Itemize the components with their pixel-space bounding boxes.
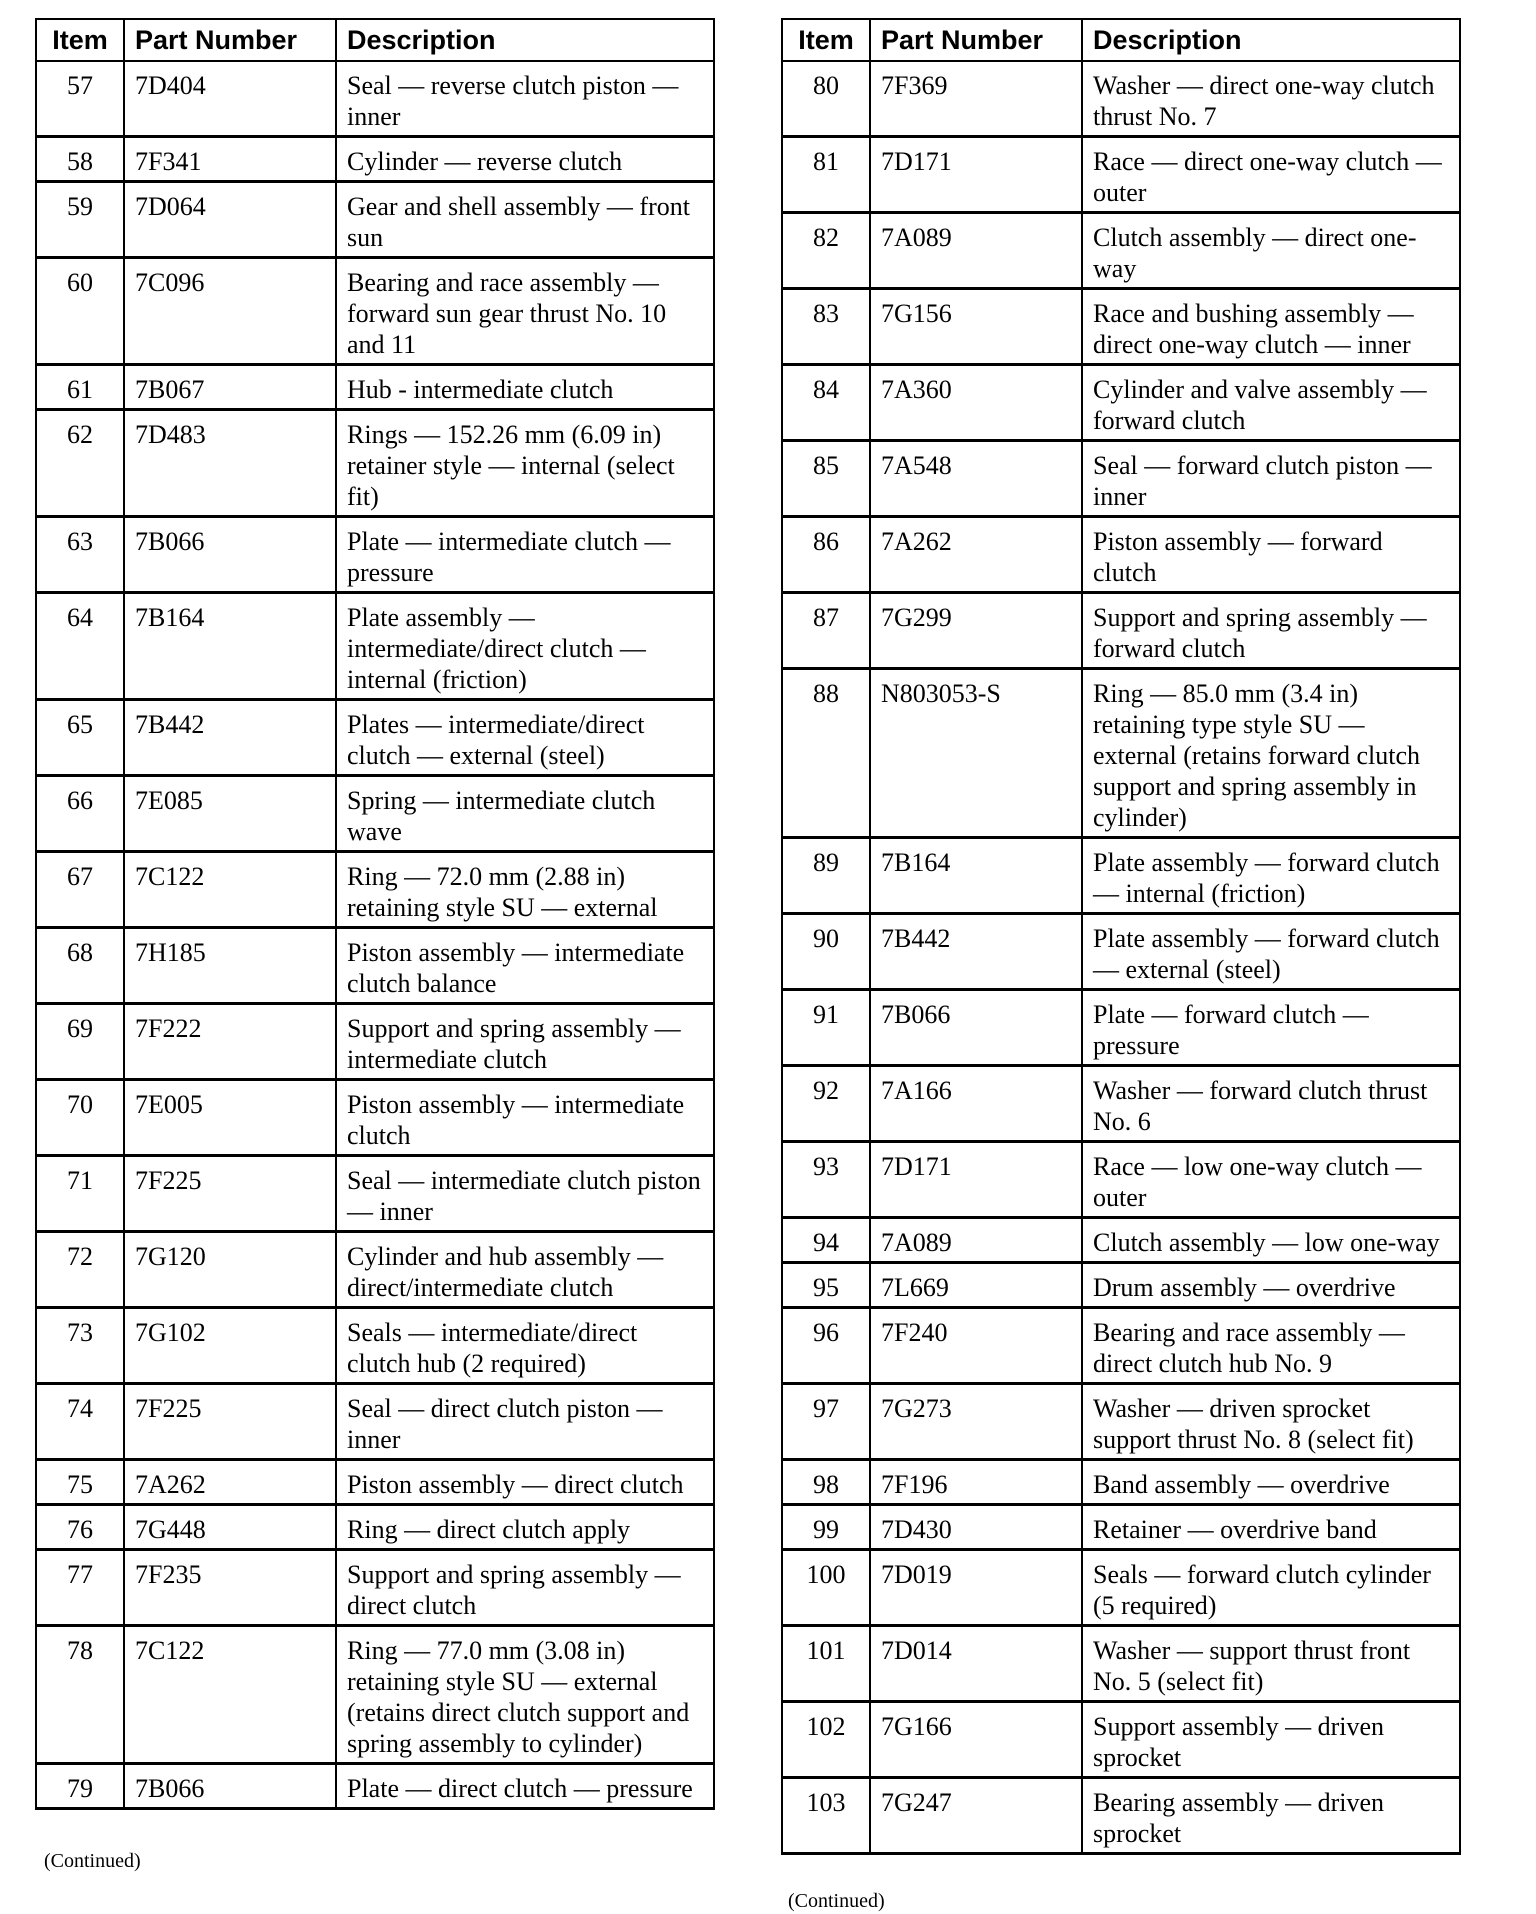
item-cell: 96: [782, 1308, 870, 1384]
description-cell: Seal — forward clutch piston — inner: [1082, 441, 1460, 517]
item-cell: 65: [36, 700, 124, 776]
table-row: [36, 1308, 714, 1384]
part-number-cell: 7F369: [870, 61, 1082, 137]
part-number-cell: 7C122: [124, 852, 336, 928]
item-cell: 71: [36, 1156, 124, 1232]
table-row: [36, 1626, 714, 1764]
table-row: [782, 1066, 1460, 1142]
description-cell: Race — direct one-way clutch — outer: [1082, 137, 1460, 213]
description-cell: Race and bushing assembly — direct one-way clutch — inner: [1082, 289, 1460, 365]
table-row: [782, 1505, 1460, 1550]
table-row: [36, 137, 714, 182]
part-number-cell: 7B066: [124, 1764, 336, 1809]
table-row: [36, 776, 714, 852]
item-cell: 73: [36, 1308, 124, 1384]
table-row: [782, 1263, 1460, 1308]
item-cell: 57: [36, 61, 124, 137]
parts-table-left: [35, 18, 715, 1810]
description-cell: Ring — direct clutch apply: [336, 1505, 714, 1550]
item-cell: 98: [782, 1460, 870, 1505]
table-row: [782, 838, 1460, 914]
item-cell: 91: [782, 990, 870, 1066]
item-cell: 81: [782, 137, 870, 213]
part-number-cell: 7F235: [124, 1550, 336, 1626]
continued-note-left: (Continued): [44, 1850, 141, 1872]
item-cell: 100: [782, 1550, 870, 1626]
item-cell: 102: [782, 1702, 870, 1778]
table-row: [36, 410, 714, 517]
description-cell: Cylinder and valve assembly — forward clutch: [1082, 365, 1460, 441]
part-number-cell: 7G156: [870, 289, 1082, 365]
description-cell: Ring — 85.0 mm (3.4 in) retaining type style SU — external (retains forward clutch support and spring assembly in cylinder): [1082, 669, 1460, 838]
description-cell: Washer — support thrust front No. 5 (select fit): [1082, 1626, 1460, 1702]
description-cell: Piston assembly — direct clutch: [336, 1460, 714, 1505]
part-number-cell: 7C096: [124, 258, 336, 365]
description-cell: Band assembly — overdrive: [1082, 1460, 1460, 1505]
table-row: [36, 700, 714, 776]
item-cell: 76: [36, 1505, 124, 1550]
description-cell: Hub - intermediate clutch: [336, 365, 714, 410]
part-number-cell: 7D171: [870, 1142, 1082, 1218]
description-cell: Seal — intermediate clutch piston — inner: [336, 1156, 714, 1232]
table-row: [782, 365, 1460, 441]
description-cell: Piston assembly — forward clutch: [1082, 517, 1460, 593]
part-number-cell: 7G448: [124, 1505, 336, 1550]
part-number-cell: 7B442: [124, 700, 336, 776]
part-number-cell: 7B164: [870, 838, 1082, 914]
item-cell: 68: [36, 928, 124, 1004]
part-number-cell: 7E005: [124, 1080, 336, 1156]
table-row: [782, 1550, 1460, 1626]
table-row: [782, 441, 1460, 517]
part-number-cell: 7B164: [124, 593, 336, 700]
part-number-cell: 7D171: [870, 137, 1082, 213]
table-row: [36, 1505, 714, 1550]
part-number-cell: 7F222: [124, 1004, 336, 1080]
description-cell: Plate — direct clutch — pressure: [336, 1764, 714, 1809]
table-row: [782, 1308, 1460, 1384]
part-number-cell: 7B442: [870, 914, 1082, 990]
part-number-cell: 7D014: [870, 1626, 1082, 1702]
item-cell: 63: [36, 517, 124, 593]
parts-table-left-body: [36, 61, 714, 1809]
description-cell: Plates — intermediate/direct clutch — external (steel): [336, 700, 714, 776]
part-number-cell: 7G166: [870, 1702, 1082, 1778]
part-number-cell: 7F225: [124, 1384, 336, 1460]
table-row: [782, 1142, 1460, 1218]
table-row: [36, 1080, 714, 1156]
table-row: [36, 928, 714, 1004]
description-cell: Plate assembly — intermediate/direct clutch — internal (friction): [336, 593, 714, 700]
description-cell: Plate — intermediate clutch — pressure: [336, 517, 714, 593]
table-row: [36, 61, 714, 137]
item-cell: 62: [36, 410, 124, 517]
part-number-cell: 7B066: [870, 990, 1082, 1066]
item-cell: 92: [782, 1066, 870, 1142]
item-cell: 82: [782, 213, 870, 289]
description-cell: Retainer — overdrive band: [1082, 1505, 1460, 1550]
item-cell: 67: [36, 852, 124, 928]
description-cell: Bearing and race assembly — direct clutch hub No. 9: [1082, 1308, 1460, 1384]
table-row: [782, 669, 1460, 838]
item-cell: 60: [36, 258, 124, 365]
item-cell: 89: [782, 838, 870, 914]
item-cell: 78: [36, 1626, 124, 1764]
part-number-cell: 7A548: [870, 441, 1082, 517]
description-cell: Seals — forward clutch cylinder (5 required): [1082, 1550, 1460, 1626]
header-row: [782, 19, 1460, 61]
description-cell: Ring — 72.0 mm (2.88 in) retaining style SU — external: [336, 852, 714, 928]
part-number-cell: 7F240: [870, 1308, 1082, 1384]
table-row: [36, 1460, 714, 1505]
table-row: [36, 182, 714, 258]
part-number-cell: 7E085: [124, 776, 336, 852]
table-row: [36, 517, 714, 593]
table-row: [36, 1156, 714, 1232]
item-cell: 64: [36, 593, 124, 700]
header-item: Item: [36, 19, 124, 61]
parts-table-right-body: [782, 61, 1460, 1854]
item-cell: 58: [36, 137, 124, 182]
item-cell: 72: [36, 1232, 124, 1308]
item-cell: 59: [36, 182, 124, 258]
description-cell: Gear and shell assembly — front sun: [336, 182, 714, 258]
item-cell: 95: [782, 1263, 870, 1308]
table-row: [36, 258, 714, 365]
description-cell: Washer — forward clutch thrust No. 6: [1082, 1066, 1460, 1142]
table-row: [782, 1702, 1460, 1778]
table-row: [782, 990, 1460, 1066]
item-cell: 97: [782, 1384, 870, 1460]
description-cell: Cylinder — reverse clutch: [336, 137, 714, 182]
table-row: [36, 1004, 714, 1080]
description-cell: Support and spring assembly — intermediate clutch: [336, 1004, 714, 1080]
description-cell: Race — low one-way clutch — outer: [1082, 1142, 1460, 1218]
item-cell: 86: [782, 517, 870, 593]
table-row: [36, 593, 714, 700]
part-number-cell: 7A089: [870, 213, 1082, 289]
description-cell: Support and spring assembly — forward clutch: [1082, 593, 1460, 669]
description-cell: Piston assembly — intermediate clutch balance: [336, 928, 714, 1004]
item-cell: 101: [782, 1626, 870, 1702]
item-cell: 84: [782, 365, 870, 441]
description-cell: Washer — driven sprocket support thrust No. 8 (select fit): [1082, 1384, 1460, 1460]
table-row: [36, 852, 714, 928]
item-cell: 103: [782, 1778, 870, 1854]
table-row: [782, 137, 1460, 213]
description-cell: Support and spring assembly — direct clutch: [336, 1550, 714, 1626]
table-row: [782, 914, 1460, 990]
part-number-cell: 7L669: [870, 1263, 1082, 1308]
item-cell: 74: [36, 1384, 124, 1460]
table-row: [36, 365, 714, 410]
description-cell: Piston assembly — intermediate clutch: [336, 1080, 714, 1156]
part-number-cell: N803053-S: [870, 669, 1082, 838]
header-part-number: Part Number: [870, 19, 1082, 61]
header-item: Item: [782, 19, 870, 61]
part-number-cell: 7F341: [124, 137, 336, 182]
part-number-cell: 7G247: [870, 1778, 1082, 1854]
table-row: [36, 1384, 714, 1460]
part-number-cell: 7B067: [124, 365, 336, 410]
part-number-cell: 7D483: [124, 410, 336, 517]
description-cell: Drum assembly — overdrive: [1082, 1263, 1460, 1308]
table-row: [36, 1764, 714, 1809]
header-row: [36, 19, 714, 61]
item-cell: 70: [36, 1080, 124, 1156]
description-cell: Spring — intermediate clutch wave: [336, 776, 714, 852]
table-row: [782, 593, 1460, 669]
item-cell: 61: [36, 365, 124, 410]
item-cell: 79: [36, 1764, 124, 1809]
part-number-cell: 7G102: [124, 1308, 336, 1384]
part-number-cell: 7D019: [870, 1550, 1082, 1626]
part-number-cell: 7G299: [870, 593, 1082, 669]
description-cell: Washer — direct one-way clutch thrust No. 7: [1082, 61, 1460, 137]
item-cell: 69: [36, 1004, 124, 1080]
description-cell: Plate assembly — forward clutch — internal (friction): [1082, 838, 1460, 914]
description-cell: Seal — reverse clutch piston — inner: [336, 61, 714, 137]
part-number-cell: 7F196: [870, 1460, 1082, 1505]
part-number-cell: 7A360: [870, 365, 1082, 441]
parts-table-right: [781, 18, 1461, 1855]
description-cell: Bearing and race assembly — forward sun gear thrust No. 10 and 11: [336, 258, 714, 365]
table-row: [782, 1460, 1460, 1505]
continued-note-right: (Continued): [788, 1890, 885, 1912]
part-number-cell: 7F225: [124, 1156, 336, 1232]
table-row: [782, 1384, 1460, 1460]
description-cell: Clutch assembly — low one-way: [1082, 1218, 1460, 1263]
description-cell: Rings — 152.26 mm (6.09 in) retainer style — internal (select fit): [336, 410, 714, 517]
description-cell: Cylinder and hub assembly — direct/intermediate clutch: [336, 1232, 714, 1308]
description-cell: Ring — 77.0 mm (3.08 in) retaining style SU — external (retains direct clutch support and spring assembly to cylinder): [336, 1626, 714, 1764]
table-row: [36, 1232, 714, 1308]
header-description: Description: [1082, 19, 1460, 61]
description-cell: Support assembly — driven sprocket: [1082, 1702, 1460, 1778]
part-number-cell: 7A089: [870, 1218, 1082, 1263]
table-row: [782, 213, 1460, 289]
header-description: Description: [336, 19, 714, 61]
description-cell: Bearing assembly — driven sprocket: [1082, 1778, 1460, 1854]
part-number-cell: 7D430: [870, 1505, 1082, 1550]
table-row: [782, 1778, 1460, 1854]
item-cell: 83: [782, 289, 870, 365]
item-cell: 90: [782, 914, 870, 990]
part-number-cell: 7B066: [124, 517, 336, 593]
table-row: [782, 1626, 1460, 1702]
part-number-cell: 7C122: [124, 1626, 336, 1764]
table-row: [36, 1550, 714, 1626]
description-cell: Clutch assembly — direct one-way: [1082, 213, 1460, 289]
table-row: [782, 289, 1460, 365]
part-number-cell: 7A166: [870, 1066, 1082, 1142]
item-cell: 93: [782, 1142, 870, 1218]
item-cell: 80: [782, 61, 870, 137]
description-cell: Seals — intermediate/direct clutch hub (2 required): [336, 1308, 714, 1384]
part-number-cell: 7A262: [124, 1460, 336, 1505]
table-row: [782, 517, 1460, 593]
part-number-cell: 7G120: [124, 1232, 336, 1308]
part-number-cell: 7A262: [870, 517, 1082, 593]
description-cell: Seal — direct clutch piston — inner: [336, 1384, 714, 1460]
header-part-number: Part Number: [124, 19, 336, 61]
description-cell: Plate — forward clutch — pressure: [1082, 990, 1460, 1066]
item-cell: 66: [36, 776, 124, 852]
item-cell: 88: [782, 669, 870, 838]
table-row: [782, 1218, 1460, 1263]
part-number-cell: 7H185: [124, 928, 336, 1004]
item-cell: 75: [36, 1460, 124, 1505]
table-row: [782, 61, 1460, 137]
part-number-cell: 7G273: [870, 1384, 1082, 1460]
item-cell: 99: [782, 1505, 870, 1550]
part-number-cell: 7D064: [124, 182, 336, 258]
part-number-cell: 7D404: [124, 61, 336, 137]
item-cell: 94: [782, 1218, 870, 1263]
item-cell: 87: [782, 593, 870, 669]
item-cell: 77: [36, 1550, 124, 1626]
description-cell: Plate assembly — forward clutch — external (steel): [1082, 914, 1460, 990]
item-cell: 85: [782, 441, 870, 517]
